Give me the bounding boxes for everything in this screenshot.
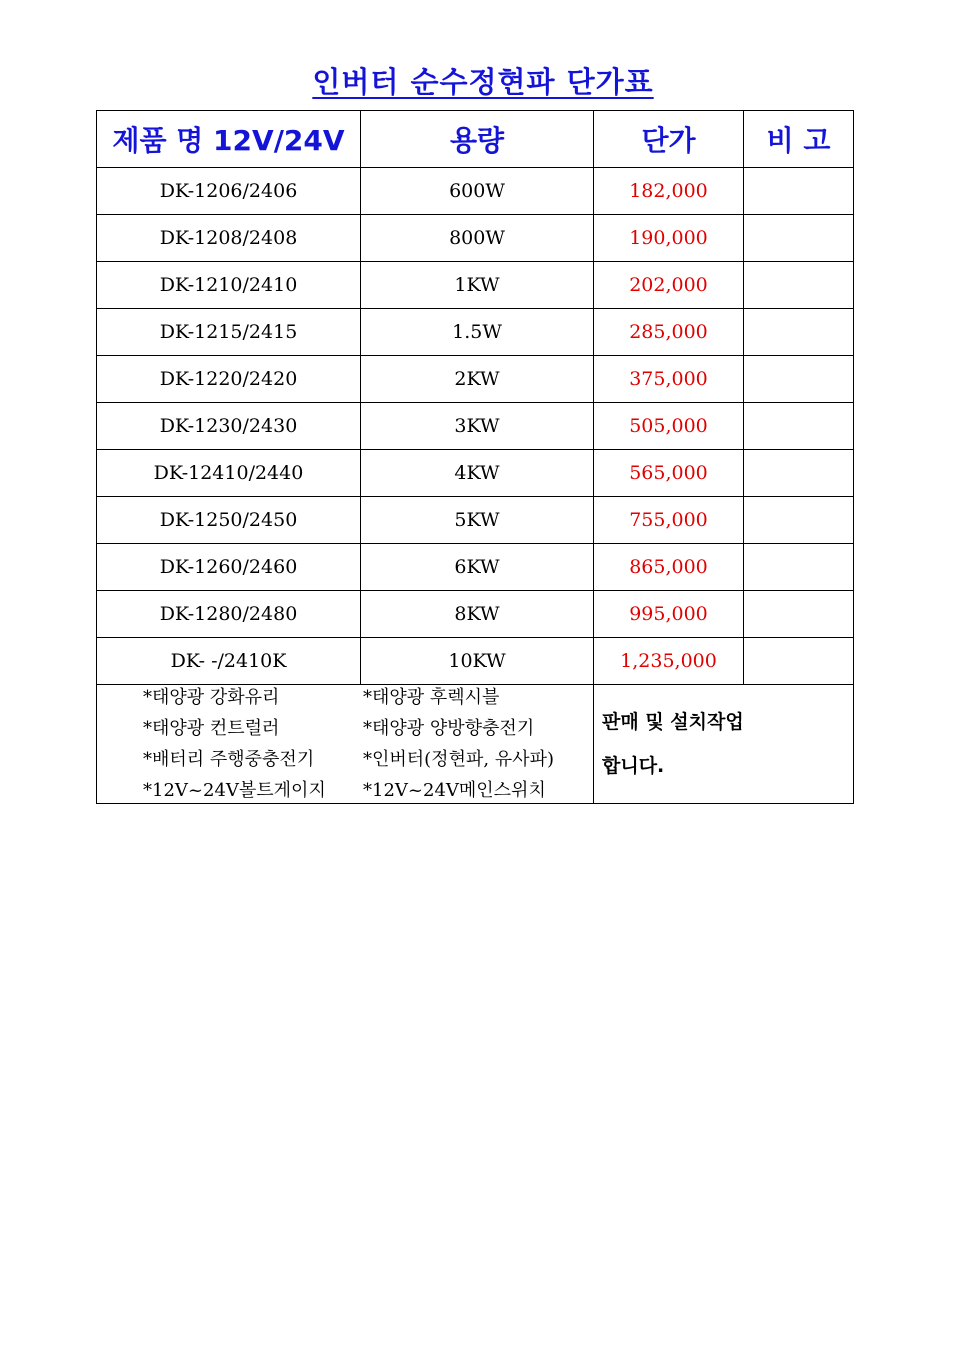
price-cell: 285,000: [594, 309, 744, 356]
product-item: *태양광 강화유리: [143, 687, 280, 708]
model-cell: DK-1208/2408: [97, 215, 361, 262]
capacity-cell: 1.5W: [361, 309, 594, 356]
table-row: [97, 638, 854, 685]
capacity-cell: 5KW: [361, 497, 594, 544]
model-cell: DK-1210/2410: [97, 262, 361, 309]
price-cell: 190,000: [594, 215, 744, 262]
table-row: [97, 544, 854, 591]
product-item: *12V~24V볼트게이지: [143, 780, 326, 801]
product-item: *인버터(정현파, 유사파): [363, 749, 554, 770]
page-title: 인버터 순수정현파 단가표: [312, 65, 654, 99]
table-row: [97, 497, 854, 544]
table-row: [97, 309, 854, 356]
price-cell: 865,000: [594, 544, 744, 591]
price-cell: 202,000: [594, 262, 744, 309]
header-price: 단가: [594, 111, 744, 168]
price-table: [96, 110, 854, 804]
capacity-cell: 1KW: [361, 262, 594, 309]
model-cell: DK-1230/2430: [97, 403, 361, 450]
price-cell: 995,000: [594, 591, 744, 638]
table-header-row: [97, 111, 854, 168]
product-item: *태양광 컨트럴러: [143, 718, 280, 739]
table-row: [97, 591, 854, 638]
capacity-cell: 10KW: [361, 638, 594, 685]
header-capacity: 용량: [361, 111, 594, 168]
price-cell: 375,000: [594, 356, 744, 403]
header-note: 비 고: [744, 111, 854, 168]
product-item: *12V~24V메인스위치: [363, 780, 546, 801]
model-cell: DK-1250/2450: [97, 497, 361, 544]
product-list: [97, 685, 593, 803]
product-item: *배터리 주행중충전기: [143, 749, 315, 770]
table-row: [97, 450, 854, 497]
model-cell: DK-1280/2480: [97, 591, 361, 638]
note-cell: [744, 544, 854, 591]
note-cell: [744, 309, 854, 356]
note-cell: [744, 356, 854, 403]
product-item: *태양광 양방향충전기: [363, 718, 535, 739]
header-model: 제품 명 12V/24V: [97, 111, 361, 168]
model-cell: DK-1206/2406: [97, 168, 361, 215]
note-cell: [744, 591, 854, 638]
capacity-cell: 800W: [361, 215, 594, 262]
table-row: [97, 262, 854, 309]
model-cell: DK-1220/2420: [97, 356, 361, 403]
table-row: [97, 168, 854, 215]
product-item: *태양광 후렉시블: [363, 687, 500, 708]
note-cell: [744, 450, 854, 497]
note-cell: [744, 168, 854, 215]
capacity-cell: 4KW: [361, 450, 594, 497]
sales-notice-line1: 판매 및 설치작업: [602, 711, 744, 733]
capacity-cell: 3KW: [361, 403, 594, 450]
model-cell: DK-12410/2440: [97, 450, 361, 497]
table-row: [97, 215, 854, 262]
note-cell: [744, 638, 854, 685]
capacity-cell: 600W: [361, 168, 594, 215]
note-cell: [744, 215, 854, 262]
product-list-cell: [97, 685, 594, 804]
table-row: [97, 356, 854, 403]
model-cell: DK-1260/2460: [97, 544, 361, 591]
model-cell: DK-1215/2415: [97, 309, 361, 356]
note-cell: [744, 403, 854, 450]
capacity-cell: 2KW: [361, 356, 594, 403]
note-cell: [744, 497, 854, 544]
price-cell: 565,000: [594, 450, 744, 497]
note-cell: [744, 262, 854, 309]
capacity-cell: 8KW: [361, 591, 594, 638]
price-cell: 755,000: [594, 497, 744, 544]
capacity-cell: 6KW: [361, 544, 594, 591]
table-row: [97, 403, 854, 450]
table-footer-row: [97, 685, 854, 804]
sales-notice-line2: 합니다.: [602, 755, 665, 777]
price-cell: 1,235,000: [594, 638, 744, 685]
sales-notice-cell: [594, 685, 854, 804]
price-cell: 505,000: [594, 403, 744, 450]
model-cell: DK- -/2410K: [97, 638, 361, 685]
price-cell: 182,000: [594, 168, 744, 215]
